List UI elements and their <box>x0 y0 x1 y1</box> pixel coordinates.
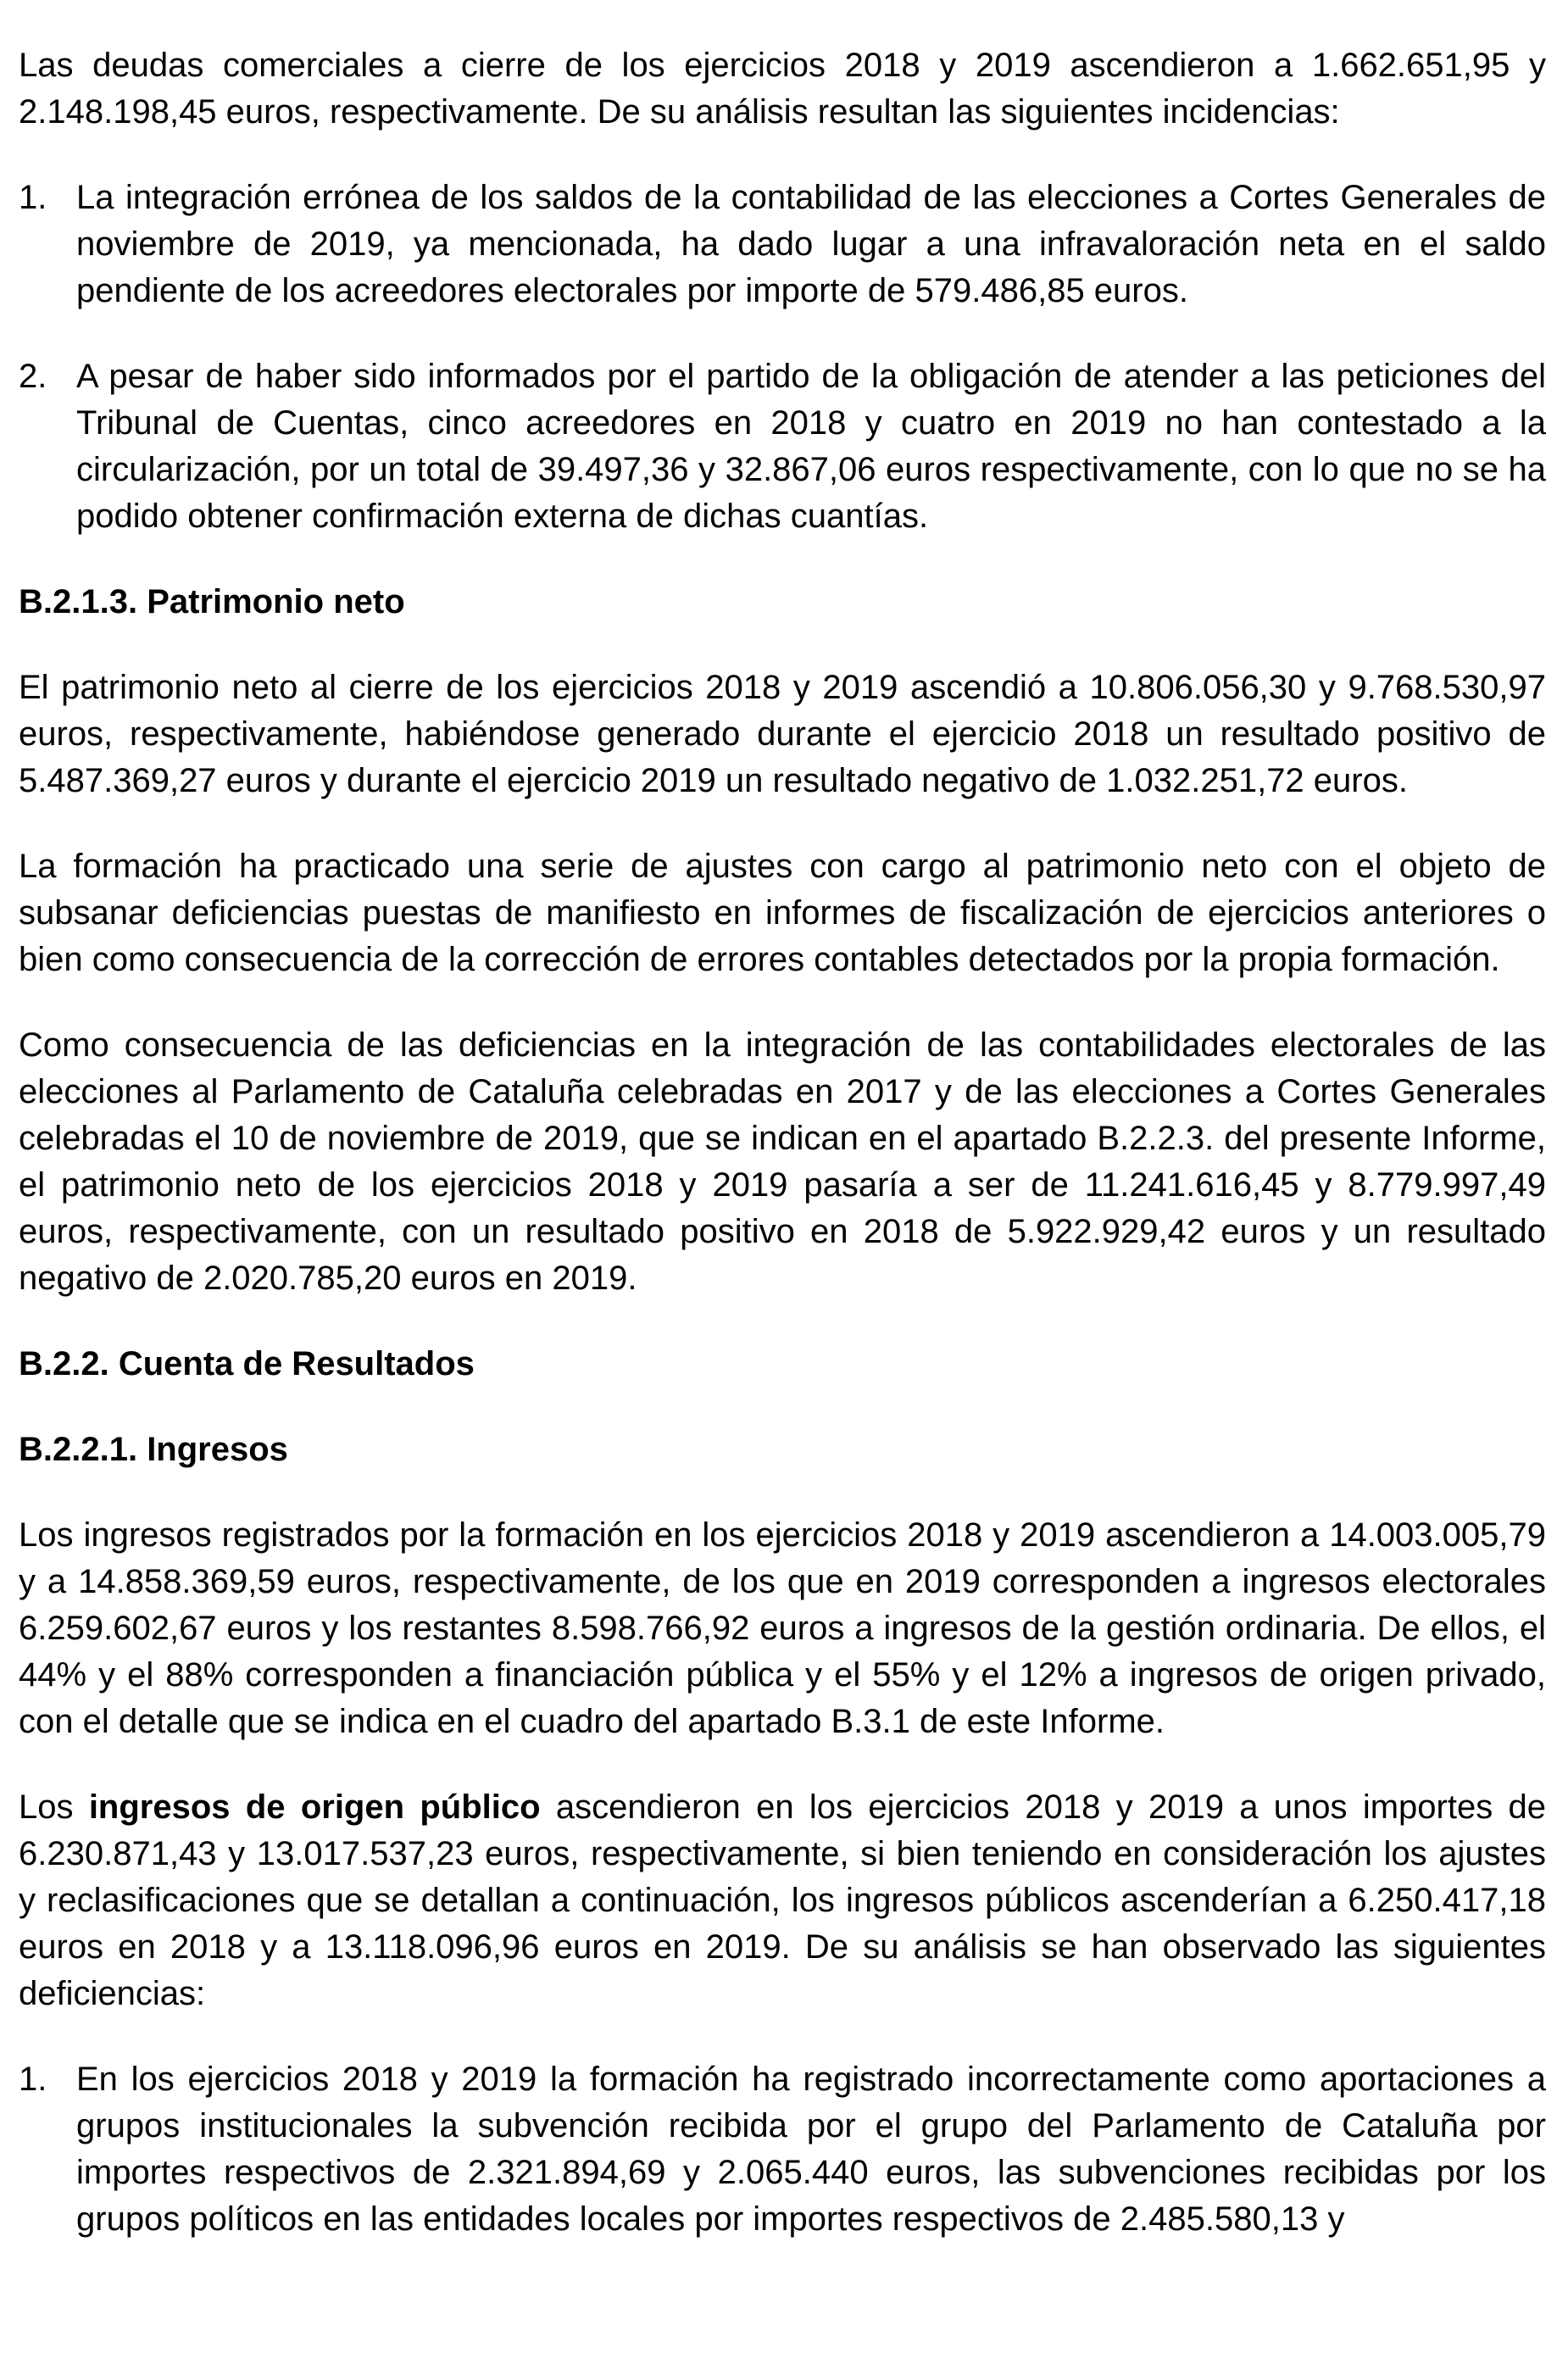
list-item <box>19 175 1546 314</box>
list-text: A pesar de haber sido informados por el partido de la obligación de atender a las peticiones del Tribunal de Cuentas, cinco acreedores en 2018 y cuatro en 2019 no han contestado a la circularización, por un total de 39.497,36 y 32.867,06 euros respectivamente, con lo que no se ha podido obtener confirmación externa de dichas cuantías. <box>76 358 1546 535</box>
paragraph-patrimonio-1: El patrimonio neto al cierre de los ejercicios 2018 y 2019 ascendió a 10.806.056,30 y 9.768.530,97 euros, respectivamente, habiéndose generado durante el ejercicio 2018 un resultado positivo de 5.487.369,27 euros y durante el ejercicio 2019 un resultado negativo de 1.032.251,72 euros. <box>19 669 1546 799</box>
section-heading-ingresos: B.2.2.1. Ingresos <box>19 1431 288 1468</box>
list-number: 1. <box>19 2061 47 2098</box>
list-item <box>19 2056 1546 2243</box>
paragraph-patrimonio-3: Como consecuencia de las deficiencias en la integración de las contabilidades electorales de las elecciones al Parlamento de Cataluña celebradas en 2017 y de las elecciones a Cortes Generales celebradas el 10 de noviembre de 2019, que se indican en el apartado B.2.2.3. del presente Informe, el patrimonio neto de los ejercicios 2018 y 2019 pasaría a ser de 11.241.616,45 y 8.779.997,49 euros, respectivamente, con un resultado positivo en 2018 de 5.922.929,42 euros y un resultado negativo de 2.020.785,20 euros en 2019. <box>19 1026 1546 1297</box>
paragraph-ingresos: Los ingresos registrados por la formación en los ejercicios 2018 y 2019 ascendieron a 14.003.005,79 y a 14.858.369,59 euros, respectivamente, de los que en 2019 corresponden a ingresos electorales 6.259.602,67 euros y los restantes 8.598.766,92 euros a ingresos de la gestión ordinaria. De ellos, el 44% y el 88% corresponden a financiación pública y el 55% y el 12% a ingresos de origen privado, con el detalle que se indica en el cuadro del apartado B.3.1 de este Informe. <box>19 1516 1546 1740</box>
list-number: 2. <box>19 358 47 395</box>
section-heading-patrimonio: B.2.1.3. Patrimonio neto <box>19 583 405 620</box>
paragraph-patrimonio-2: La formación ha practicado una serie de ajustes con cargo al patrimonio neto con el objeto de subsanar deficiencias puestas de manifiesto en informes de fiscalización de ejercicios anteriores o bien como consecuencia de la corrección de errores contables detectados por la propia formación. <box>19 848 1546 978</box>
text-prefix: Los <box>19 1788 89 1826</box>
list-text: En los ejercicios 2018 y 2019 la formación ha registrado incorrectamente como aportaciones a grupos institucionales la subvención recibida por el grupo del Parlamento de Cataluña por importes respectivos de 2.321.894,69 y 2.065.440 euros, las subvenciones recibidas por los grupos políticos en las entidades locales por importes respectivos de 2.485.580,13 y <box>76 2061 1546 2238</box>
list-item <box>19 353 1546 540</box>
section-heading-cuenta-resultados: B.2.2. Cuenta de Resultados <box>19 1345 475 1382</box>
list-text: La integración errónea de los saldos de la contabilidad de las elecciones a Cortes Generales de noviembre de 2019, ya mencionada, ha dado lugar a una infravaloración neta en el saldo pendiente de los acreedores electorales por importe de 579.486,85 euros. <box>76 179 1546 309</box>
paragraph-ingresos-publicos <box>19 1784 1546 2017</box>
bold-term: ingresos de origen público <box>88 1788 541 1826</box>
paragraph-deudas: Las deudas comerciales a cierre de los ejercicios 2018 y 2019 ascendieron a 1.662.651,95 y 2.148.198,45 euros, respectivamente. De su análisis resultan las siguientes incidencias: <box>19 47 1546 131</box>
text-rest: ascendieron en los ejercicios 2018 y 2019 a unos importes de 6.230.871,43 y 13.017.537,23 euros, respectivamente, si bien teniendo en consideración los ajustes y reclasificaciones que se detallan a continuación, los ingresos públicos ascenderían a 6.250.417,18 euros en 2018 y a 13.118.096,96 euros en 2019. De su análisis se han observado las siguientes deficiencias: <box>19 1788 1547 2012</box>
list-number: 1. <box>19 179 47 216</box>
